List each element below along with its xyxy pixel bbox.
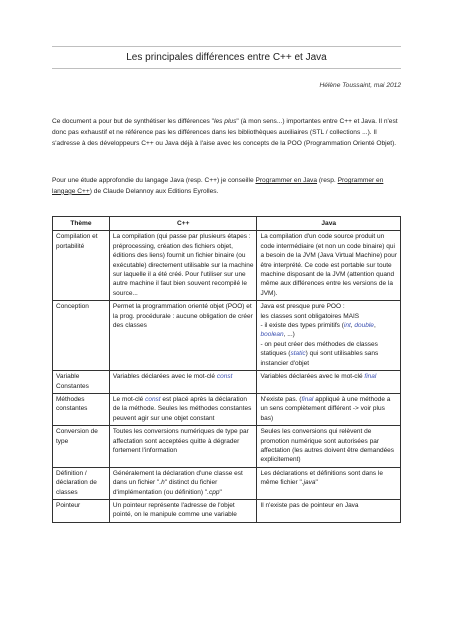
text-fragment: " distinct du fichier d'implémentation (ou définition) "	[112, 479, 218, 496]
text-fragment: Variables déclarées avec le mot-clé	[112, 373, 217, 381]
cell-java	[257, 301, 401, 371]
study-text-3: ) de Claude Delannoy aux Editions Eyrolles.	[89, 187, 219, 195]
table-row	[53, 371, 401, 394]
cell-theme: Conception	[53, 301, 110, 371]
keyword-const: const	[216, 373, 233, 381]
cell-java	[257, 393, 401, 425]
java-line: les classes sont obligatoires MAIS	[260, 312, 360, 320]
link-programmer-en-java[interactable]: Programmer en Java	[255, 177, 318, 184]
keyword-final: final	[364, 373, 377, 381]
text-fragment: "	[219, 488, 222, 496]
intro-paragraph	[52, 117, 405, 149]
text-fragment: - on peut créer des méthodes de classes statiques (	[260, 340, 378, 358]
header-java: Java	[257, 217, 401, 231]
cell-theme: Méthodes constantes	[53, 393, 110, 425]
text-fragment: ,	[350, 322, 355, 330]
file-extension-h: .h	[159, 479, 165, 487]
cell-cpp: La compilation (qui passe par plusieurs étapes : préprocessing, création des fichiers objet, éditions des liens) fournit un fichier binaire (ou exécutable) directement utilisable sur la machine sur laquelle il a été créé. Pour l'utiliser sur une autre machine il faut bien souvent recompilé le source...	[109, 231, 257, 301]
keyword-double: double	[354, 322, 374, 330]
cell-theme: Pointeur	[53, 499, 110, 522]
text-fragment: Les déclarations et définitions sont dans le même fichier "	[260, 469, 383, 487]
table-header-row	[53, 217, 401, 231]
intro-text-2: " (à mon sens...) importantes entre C++ et Java. Il n'est donc pas exhaustif et ne référence pas les différences dans les bibliothèques auxiliaires (STL / collections ...). Il s'adresse à des développeurs C++ ou Java déjà à l'aise avec les concepts de la POO (Programmation Orienté Objet).	[52, 118, 398, 147]
java-line: Java est presque pure POO :	[260, 303, 345, 311]
table-row	[53, 301, 401, 371]
cell-cpp	[109, 393, 257, 425]
title-top-rule	[52, 46, 401, 47]
text-fragment: N'existe pas. (	[260, 395, 302, 403]
text-fragment: Généralement la déclaration d'une classe est dans un fichier "	[112, 469, 243, 487]
table-row	[53, 467, 401, 499]
text-fragment: ,	[373, 322, 376, 330]
text-fragment: "	[315, 479, 318, 487]
java-line	[260, 340, 397, 368]
text-fragment: Variables déclarées avec le mot-clé	[260, 373, 365, 381]
text-fragment: - il existe des types primitifs (	[260, 322, 344, 330]
cell-cpp	[109, 371, 257, 394]
keyword-const: const	[145, 395, 161, 403]
intro-text-1: Ce document a pour but de synthétiser les différences "	[52, 118, 215, 125]
text-fragment: Le mot-clé	[112, 395, 146, 403]
file-extension-cpp: .cpp	[207, 488, 220, 496]
study-text-2: (resp.	[317, 177, 338, 184]
intro-emphasis: les plus	[214, 118, 237, 125]
cell-java	[257, 371, 401, 394]
text-fragment: appliqué à une méthode a un sens complètement différent -> voir plus bas)	[260, 395, 391, 422]
cell-java: Il n'existe pas de pointeur en Java	[257, 499, 401, 522]
cell-theme: Définition / déclaration de classes	[53, 467, 110, 499]
author-line: Hélène Toussaint, mai 2012	[319, 82, 401, 89]
cell-cpp: Toutes les conversions numériques de type par affectation sont acceptées quitte à dégrader fortement l'information	[109, 426, 257, 468]
java-line	[260, 321, 397, 340]
table-row	[53, 393, 401, 425]
comparison-table	[52, 216, 401, 523]
table-row	[53, 499, 401, 522]
text-fragment: est placé après la déclaration de la méthode. Seules les méthodes constantes peuvent agir sur une objet constant	[112, 395, 252, 422]
file-extension-java: .java	[301, 479, 316, 487]
table-row	[53, 426, 401, 468]
cell-theme: Variable Constantes	[53, 371, 110, 394]
text-fragment: , ...)	[283, 331, 295, 339]
cell-theme: Conversion de type	[53, 426, 110, 468]
study-text-1: Pour une étude approfondie du langage Java (resp. C++) je conseille	[52, 177, 256, 184]
table-row	[53, 231, 401, 301]
text-fragment: ) qui sont utilisables sans instancier d'objet	[260, 350, 379, 367]
keyword-int: int	[343, 322, 351, 330]
header-cpp: C++	[109, 217, 257, 231]
header-theme: Thème	[53, 217, 110, 231]
title-bottom-rule	[52, 68, 401, 69]
keyword-static: static	[290, 350, 306, 358]
document-title: Les principales différences entre C++ et Java	[126, 52, 327, 63]
cell-theme: Compilation et portabilité	[53, 231, 110, 301]
cell-cpp: Permet la programmation orienté objet (POO) et la prog. procédurale : aucune obligation de créer des classes	[109, 301, 257, 371]
cell-cpp	[109, 467, 257, 499]
cell-java: La compilation d'un code source produit un code intermédiaire (et non un code binaire) qui a besoin de la JVM (Java Virtual Machine) pour être interprété. Ce code est portable sur toute machine disposant de la JVM (attention quand même aux différences entre les versions de la JVM).	[257, 231, 401, 301]
study-paragraph	[52, 176, 405, 198]
cell-java: Seules les conversions qui relèvent de promotion numérique sont autorisées par affectation (les autres doivent être demandées explicitement)	[257, 426, 401, 468]
keyword-final: final	[301, 395, 314, 403]
cell-java	[257, 467, 401, 499]
cell-cpp: Un pointeur représente l'adresse de l'objet pointé, on le manipule comme une variable	[109, 499, 257, 522]
link-programmer-en-langage-cpp[interactable]: Programmer en langage C++	[52, 177, 384, 195]
keyword-boolean: boolean	[260, 331, 284, 339]
